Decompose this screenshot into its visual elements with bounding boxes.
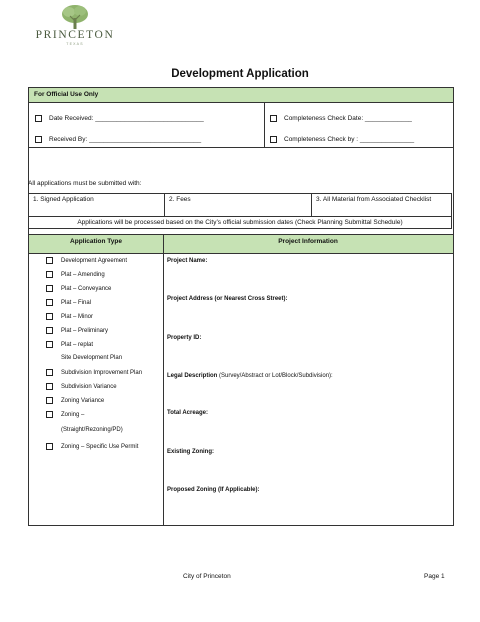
application-type-label: Zoning – [61, 411, 85, 418]
application-type-label: Zoning – Specific Use Permit [61, 443, 139, 450]
requirements-table [28, 193, 452, 229]
application-type-item [46, 299, 91, 306]
application-type-checkbox[interactable] [46, 443, 53, 450]
application-type-checkbox[interactable] [46, 383, 53, 390]
application-type-label: Subdivision Improvement Plan [61, 369, 143, 376]
application-type-item [61, 427, 123, 433]
application-type-item [46, 411, 84, 418]
official-use-header: For Official Use Only [29, 88, 453, 103]
tree-icon [60, 4, 90, 30]
application-type-checkbox[interactable] [46, 285, 53, 292]
requirement-item: 1. Signed Application [29, 194, 165, 216]
application-type-checkbox[interactable] [46, 299, 53, 306]
divider [264, 103, 265, 147]
application-type-label: Subdivision Variance [61, 383, 117, 390]
logo-name: PRINCETON [35, 29, 115, 41]
legal-description-row [167, 373, 333, 379]
received-by-label: Received By: _______________________________ [49, 136, 202, 143]
proposed-zoning-label: Proposed Zoning (If Applicable): [167, 487, 260, 493]
completeness-by-label: Completeness Check by : _______________ [284, 136, 415, 143]
completeness-by-row [270, 136, 414, 143]
application-type-item [46, 443, 138, 450]
application-type-label: Development Agreement [61, 257, 128, 264]
application-type-item [46, 341, 93, 348]
application-type-label: Plat – replat [61, 341, 94, 348]
received-by-row [35, 136, 201, 143]
date-received-row [35, 115, 204, 122]
footer-city: City of Princeton [183, 573, 231, 580]
application-type-checkbox[interactable] [46, 313, 53, 320]
completeness-date-checkbox[interactable] [270, 115, 277, 122]
application-type-item [46, 383, 117, 390]
application-type-item [46, 397, 104, 404]
application-type-item [46, 313, 93, 320]
application-type-checkbox[interactable] [46, 341, 53, 348]
application-type-label: Plat – Amending [61, 271, 105, 278]
application-type-label: Plat – Preliminary [61, 327, 109, 334]
application-type-checkbox[interactable] [46, 257, 53, 264]
application-type-item [46, 369, 142, 376]
submission-intro: All applications must be submitted with: [28, 180, 142, 187]
completeness-by-checkbox[interactable] [270, 136, 277, 143]
application-type-item [46, 271, 105, 278]
received-by-checkbox[interactable] [35, 136, 42, 143]
application-type-checkbox[interactable] [46, 369, 53, 376]
city-logo [35, 4, 115, 46]
application-type-item [46, 285, 111, 292]
application-type-label: Plat – Conveyance [61, 285, 112, 292]
project-address-label: Project Address (or Nearest Cross Street): [167, 296, 288, 302]
application-type-label: (Straight/Rezoning/PD) [61, 427, 123, 433]
project-name-label: Project Name: [167, 258, 208, 264]
completeness-date-label: Completeness Check Date: _____________ [284, 115, 412, 122]
page-title: Development Application [171, 68, 309, 80]
divider [163, 235, 164, 525]
application-type-label: Site Development Plan [61, 355, 123, 361]
date-received-checkbox[interactable] [35, 115, 42, 122]
application-type-label: Plat – Final [61, 299, 92, 306]
processing-note: Applications will be processed based on the City’s official submission dates (Check Planning Submittal Schedule) [28, 217, 452, 229]
requirement-item: 3. All Material from Associated Checklist [316, 196, 432, 203]
application-type-item [46, 257, 127, 264]
date-received-label: Date Received: ______________________________ [49, 115, 204, 122]
application-type-label: Zoning Variance [61, 397, 105, 404]
footer-page-number: Page 1 [424, 573, 445, 580]
property-id-label: Property ID: [167, 335, 202, 341]
application-type-checkbox[interactable] [46, 397, 53, 404]
application-type-header: Application Type [70, 238, 122, 245]
application-type-checkbox[interactable] [46, 271, 53, 278]
application-type-item [61, 355, 122, 361]
application-type-item [46, 327, 108, 334]
completeness-date-row [270, 115, 412, 122]
total-acreage-label: Total Acreage: [167, 410, 209, 416]
legal-description-label: Legal Description [167, 373, 218, 379]
legal-description-note: (Survey/Abstract or Lot/Block/Subdivision): [217, 373, 333, 379]
project-info-header: Project Information [278, 238, 338, 245]
divider [29, 147, 453, 148]
application-type-label: Plat – Minor [61, 313, 94, 320]
logo-state: TEXAS [66, 42, 84, 46]
requirement-item: 2. Fees [165, 194, 312, 216]
application-type-checkbox[interactable] [46, 411, 53, 418]
application-type-checkbox[interactable] [46, 327, 53, 334]
application-form [28, 234, 454, 526]
existing-zoning-label: Existing Zoning: [167, 449, 214, 455]
